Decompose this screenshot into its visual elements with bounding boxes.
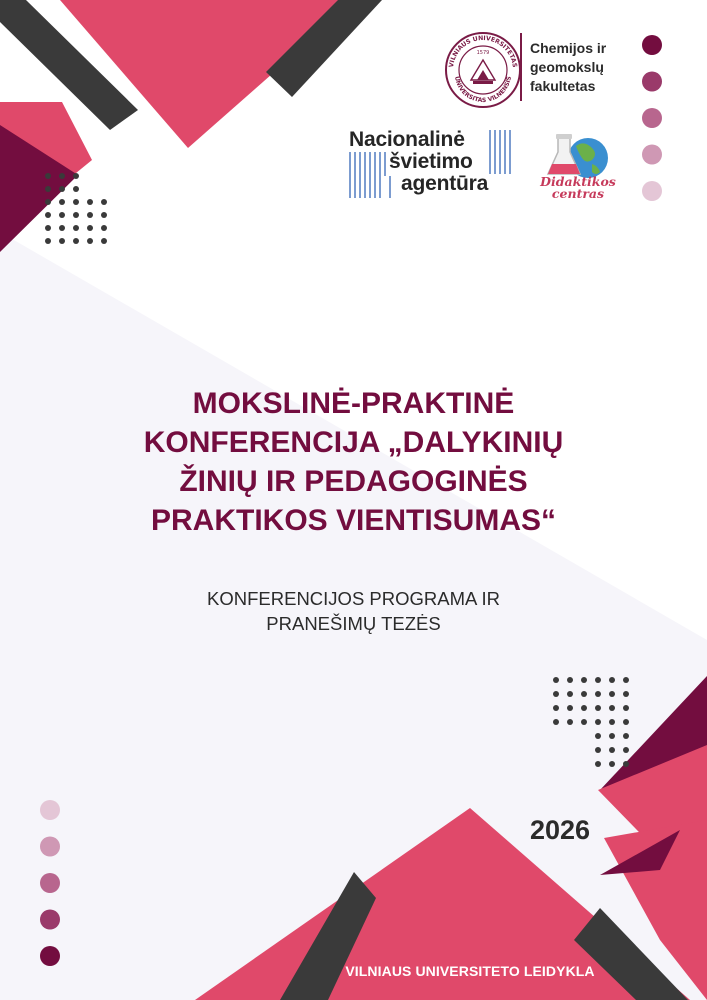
seal-year: 1579 <box>476 50 490 56</box>
grid-dot <box>595 719 601 725</box>
grid-dot <box>59 225 65 231</box>
grid-dot <box>101 199 107 205</box>
grid-dot <box>73 199 79 205</box>
grid-dot <box>609 705 615 711</box>
grid-dot <box>623 677 629 683</box>
faculty-name-line: fakultetas <box>530 78 596 94</box>
seal-ring-text-top: VILNIAUS UNIVERSITETAS <box>448 34 518 68</box>
grid-dot <box>59 173 65 179</box>
grid-dot <box>45 212 51 218</box>
accent-circle <box>40 800 60 820</box>
vilnius-university-seal-icon <box>443 30 523 110</box>
grid-dot <box>553 719 559 725</box>
grid-dot <box>553 705 559 711</box>
grid-dot <box>581 705 587 711</box>
grid-dot <box>609 691 615 697</box>
national-education-agency-logo <box>346 128 516 200</box>
grid-dot <box>73 212 79 218</box>
grid-dot <box>87 238 93 244</box>
grid-dot <box>581 677 587 683</box>
grid-dot <box>609 747 615 753</box>
grid-dot <box>567 677 573 683</box>
grid-dot <box>45 173 51 179</box>
grid-dot <box>45 238 51 244</box>
grid-dot <box>101 225 107 231</box>
grid-dot <box>87 225 93 231</box>
faculty-name-line: geomokslų <box>530 59 604 75</box>
grid-dot <box>595 761 601 767</box>
accent-circle <box>642 72 662 92</box>
accent-circle <box>40 910 60 930</box>
grid-dot <box>581 719 587 725</box>
grid-dot <box>609 733 615 739</box>
grid-dot <box>567 705 573 711</box>
grid-dot <box>623 719 629 725</box>
grid-dot <box>595 677 601 683</box>
grid-dot <box>609 761 615 767</box>
grid-dot <box>595 705 601 711</box>
subtitle-line: PRANEŠIMŲ TEZĖS <box>266 613 441 634</box>
grid-dot <box>609 677 615 683</box>
grid-dot <box>595 733 601 739</box>
grid-dot <box>623 705 629 711</box>
accent-circle <box>40 837 60 857</box>
grid-dot <box>581 691 587 697</box>
title-line: ŽINIŲ IR PEDAGOGINĖS <box>179 465 528 498</box>
grid-dot <box>567 691 573 697</box>
didactics-center-name <box>536 176 620 200</box>
faculty-name-line: Chemijos ir <box>530 40 607 56</box>
grid-dot <box>73 173 79 179</box>
publisher-name: VILNIAUS UNIVERSITETO LEIDYKLA <box>345 963 595 979</box>
agency-name-line: Nacionalinė <box>349 128 465 151</box>
accent-circle <box>40 873 60 893</box>
circle-column-right <box>642 35 662 201</box>
accent-circle <box>642 181 662 201</box>
grid-dot <box>553 691 559 697</box>
grid-dot <box>73 186 79 192</box>
subtitle-line: KONFERENCIJOS PROGRAMA IR <box>207 588 500 609</box>
accent-circle <box>642 35 662 55</box>
title-line: PRAKTIKOS VIENTISUMAS“ <box>150 504 557 537</box>
grid-dot <box>87 212 93 218</box>
grid-dot <box>623 691 629 697</box>
title-line: MOKSLINĖ-PRAKTINĖ <box>192 387 515 420</box>
grid-dot <box>59 199 65 205</box>
grid-dot <box>595 747 601 753</box>
grid-dot <box>45 225 51 231</box>
grid-dot <box>59 238 65 244</box>
grid-dot <box>45 186 51 192</box>
agency-name <box>349 129 488 195</box>
grid-dot <box>73 225 79 231</box>
publication-year: 2026 <box>530 815 591 845</box>
title-line: KONFERENCIJA „DALYKINIŲ <box>143 426 564 459</box>
accent-circle <box>40 946 60 966</box>
grid-dot <box>59 212 65 218</box>
accent-circle <box>642 108 662 128</box>
accent-circle <box>642 145 662 165</box>
grid-dot <box>553 677 559 683</box>
agency-name-line: agentūra <box>401 172 489 195</box>
grid-dot <box>87 199 93 205</box>
didactics-name-line: Didaktikos <box>540 174 616 189</box>
grid-dot <box>59 186 65 192</box>
grid-dot <box>45 199 51 205</box>
conference-subtitle <box>100 586 607 636</box>
grid-dot <box>567 719 573 725</box>
agency-name-line: švietimo <box>389 150 473 173</box>
grid-dot <box>623 747 629 753</box>
didactics-name-line: centras <box>551 186 605 201</box>
grid-dot <box>623 761 629 767</box>
grid-dot <box>101 238 107 244</box>
grid-dot <box>595 691 601 697</box>
grid-dot <box>73 238 79 244</box>
grid-dot <box>623 733 629 739</box>
faculty-name <box>530 39 640 96</box>
grid-dot <box>609 719 615 725</box>
seal-ring-text-bottom: UNIVERSITAS VILNENSIS <box>453 75 513 105</box>
grid-dot <box>101 212 107 218</box>
logo-divider <box>520 33 522 101</box>
conference-title <box>60 384 647 540</box>
